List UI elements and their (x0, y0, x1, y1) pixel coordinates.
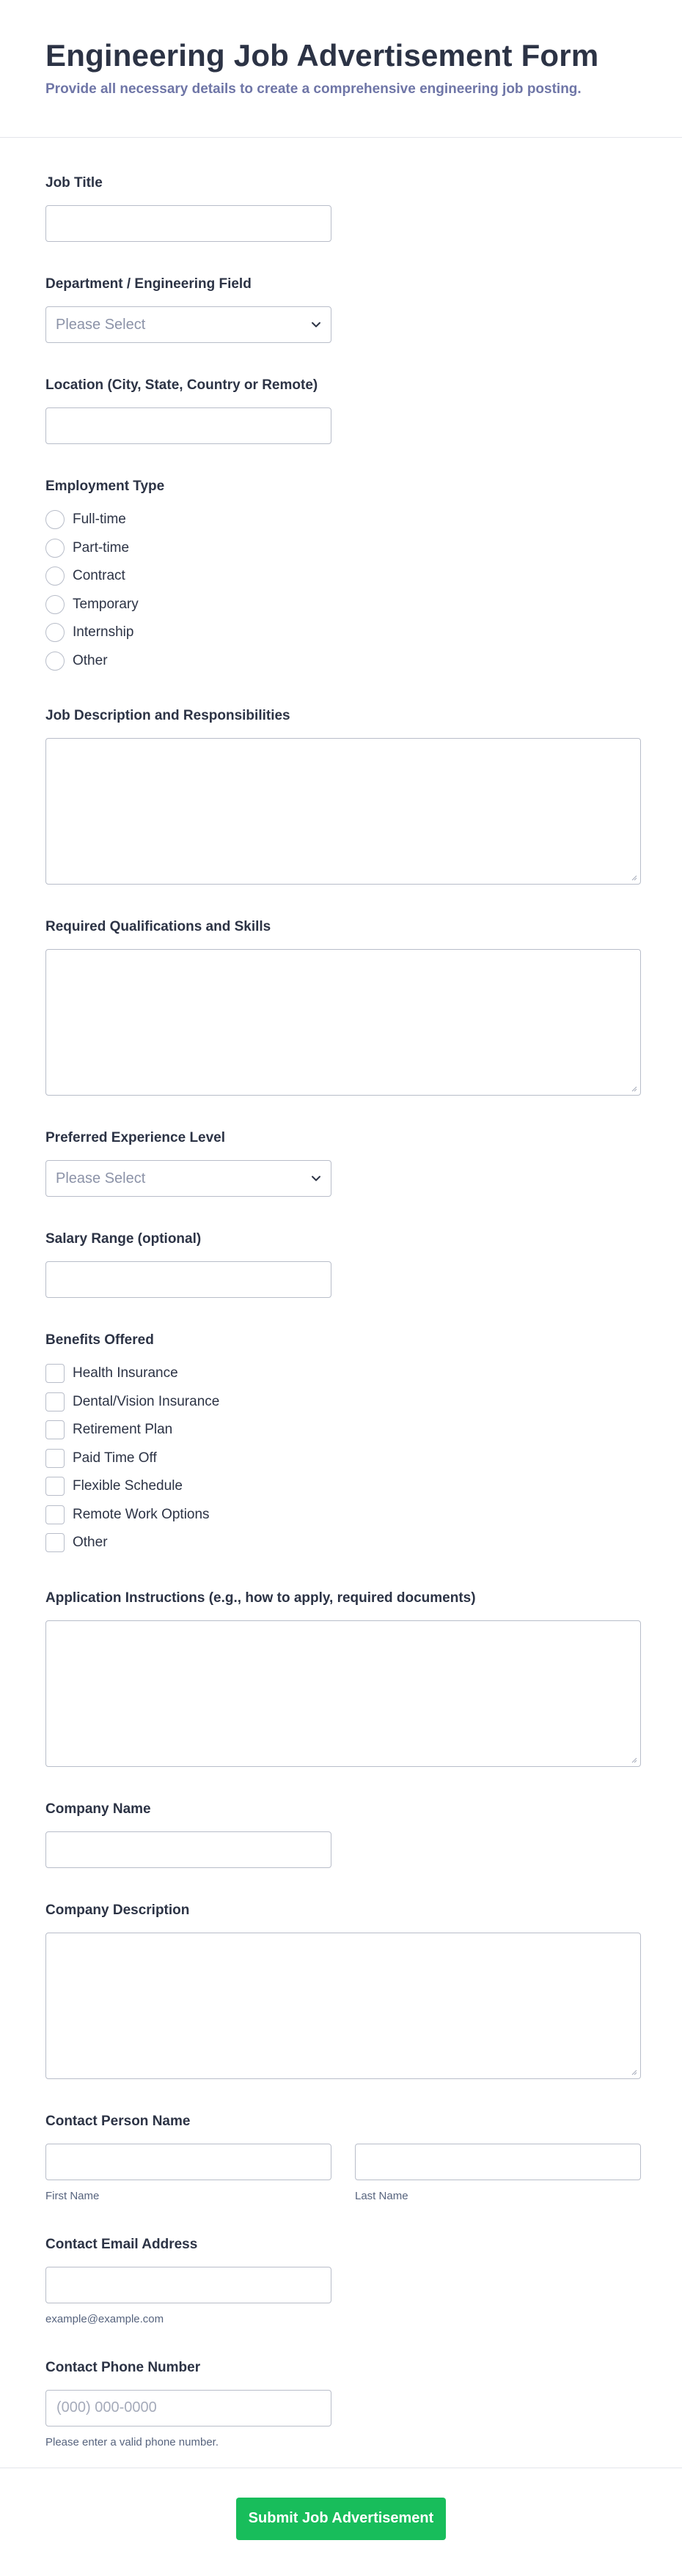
contact-phone-field (45, 2359, 637, 2448)
last-name-input[interactable] (355, 2144, 641, 2180)
contact-phone-placeholder: (000) 000-0000 (56, 2399, 157, 2416)
radio-option[interactable] (45, 562, 637, 591)
company-description-textarea[interactable] (45, 1933, 641, 2079)
resize-handle-icon[interactable] (630, 1085, 637, 1092)
job-description-textarea[interactable] (45, 738, 641, 885)
resize-handle-icon[interactable] (630, 874, 637, 881)
last-name-column (355, 2144, 641, 2202)
location-input[interactable] (45, 407, 331, 444)
department-select[interactable] (45, 306, 331, 343)
first-name-sublabel: First Name (45, 2189, 100, 2202)
form-header (0, 0, 682, 138)
radio-button[interactable] (45, 623, 65, 642)
checkbox-option[interactable] (45, 1359, 637, 1388)
company-description-label: Company Description (45, 1902, 190, 1918)
department-select-value: Please Select (56, 316, 146, 333)
experience-level-select-value: Please Select (56, 1170, 146, 1186)
checkbox-option-label: Flexible Schedule (73, 1478, 183, 1494)
job-description-field (45, 707, 637, 885)
benefits-options (45, 1359, 637, 1557)
employment-type-label: Employment Type (45, 479, 165, 494)
radio-button[interactable] (45, 595, 65, 614)
checkbox[interactable] (45, 1449, 65, 1468)
first-name-input[interactable] (45, 2144, 331, 2180)
last-name-sublabel: Last Name (355, 2189, 408, 2202)
salary-field (45, 1230, 637, 1298)
department-label: Department / Engineering Field (45, 276, 252, 292)
checkbox[interactable] (45, 1364, 65, 1383)
contact-email-input[interactable] (45, 2267, 331, 2303)
radio-button[interactable] (45, 510, 65, 529)
checkbox-option[interactable] (45, 1416, 637, 1444)
job-title-field (45, 174, 637, 242)
qualifications-textarea[interactable] (45, 949, 641, 1096)
chevron-down-icon (310, 319, 322, 331)
radio-option-label: Temporary (73, 596, 139, 612)
page-title: Engineering Job Advertisement Form (45, 38, 599, 73)
resize-handle-icon[interactable] (630, 2068, 637, 2075)
checkbox-option-label: Dental/Vision Insurance (73, 1393, 220, 1409)
checkbox-option[interactable] (45, 1472, 637, 1501)
checkbox[interactable] (45, 1392, 65, 1411)
checkbox-option[interactable] (45, 1388, 637, 1417)
page-subtitle: Provide all necessary details to create a comprehensive engineering job posting. (45, 81, 582, 97)
employment-type-field (45, 478, 637, 675)
experience-level-field (45, 1129, 637, 1197)
checkbox[interactable] (45, 1533, 65, 1552)
name-row (45, 2144, 637, 2202)
radio-option[interactable] (45, 506, 637, 534)
application-instructions-textarea[interactable] (45, 1620, 641, 1767)
contact-email-sublabel: example@example.com (45, 2312, 164, 2325)
radio-option[interactable] (45, 534, 637, 563)
radio-option[interactable] (45, 619, 637, 647)
first-name-column (45, 2144, 331, 2202)
employment-type-options (45, 506, 637, 675)
qualifications-label: Required Qualifications and Skills (45, 919, 271, 934)
location-field (45, 377, 637, 444)
company-name-label: Company Name (45, 1801, 151, 1817)
contact-phone-label: Contact Phone Number (45, 2359, 201, 2375)
contact-email-field (45, 2236, 637, 2325)
radio-option-label: Part-time (73, 539, 130, 556)
contact-name-field (45, 2113, 637, 2202)
radio-option-label: Full-time (73, 512, 126, 528)
radio-button[interactable] (45, 567, 65, 586)
contact-phone-input[interactable] (45, 2390, 331, 2426)
radio-option-label: Internship (73, 624, 134, 641)
radio-option-label: Other (73, 652, 108, 668)
job-form (0, 138, 682, 2448)
job-title-label: Job Title (45, 175, 103, 191)
salary-input[interactable] (45, 1261, 331, 1298)
application-instructions-field (45, 1590, 637, 1767)
job-title-input[interactable] (45, 205, 331, 242)
checkbox-option-label: Paid Time Off (73, 1450, 157, 1466)
benefits-field (45, 1332, 637, 1557)
contact-name-label: Contact Person Name (45, 2113, 191, 2129)
benefits-label: Benefits Offered (45, 1332, 154, 1348)
radio-option[interactable] (45, 591, 637, 619)
salary-label: Salary Range (optional) (45, 1231, 202, 1247)
experience-level-select[interactable] (45, 1160, 331, 1197)
department-field (45, 276, 637, 343)
contact-email-label: Contact Email Address (45, 2236, 198, 2252)
checkbox-option-label: Retirement Plan (73, 1422, 173, 1438)
form-footer (0, 2468, 682, 2576)
chevron-down-icon (310, 1173, 322, 1184)
radio-option-label: Contract (73, 568, 125, 584)
contact-phone-sublabel: Please enter a valid phone number. (45, 2435, 219, 2448)
checkbox-option[interactable] (45, 1444, 637, 1473)
location-label: Location (City, State, Country or Remote) (45, 377, 318, 393)
company-name-input[interactable] (45, 1831, 331, 1868)
checkbox-option[interactable] (45, 1529, 637, 1557)
radio-button[interactable] (45, 539, 65, 558)
radio-option[interactable] (45, 647, 637, 676)
checkbox-option-label: Remote Work Options (73, 1506, 210, 1522)
checkbox[interactable] (45, 1477, 65, 1496)
application-instructions-label: Application Instructions (e.g., how to apply, required documents) (45, 1590, 476, 1606)
company-description-field (45, 1902, 637, 2079)
experience-level-label: Preferred Experience Level (45, 1130, 226, 1145)
job-description-label: Job Description and Responsibilities (45, 708, 290, 723)
checkbox-option[interactable] (45, 1501, 637, 1529)
qualifications-field (45, 918, 637, 1096)
checkbox-option-label: Other (73, 1535, 108, 1551)
company-name-field (45, 1801, 637, 1868)
submit-button[interactable]: Submit Job Advertisement (236, 2498, 446, 2540)
checkbox[interactable] (45, 1420, 65, 1439)
resize-handle-icon[interactable] (630, 1756, 637, 1763)
checkbox-option-label: Health Insurance (73, 1365, 178, 1381)
checkbox[interactable] (45, 1505, 65, 1524)
radio-button[interactable] (45, 652, 65, 671)
